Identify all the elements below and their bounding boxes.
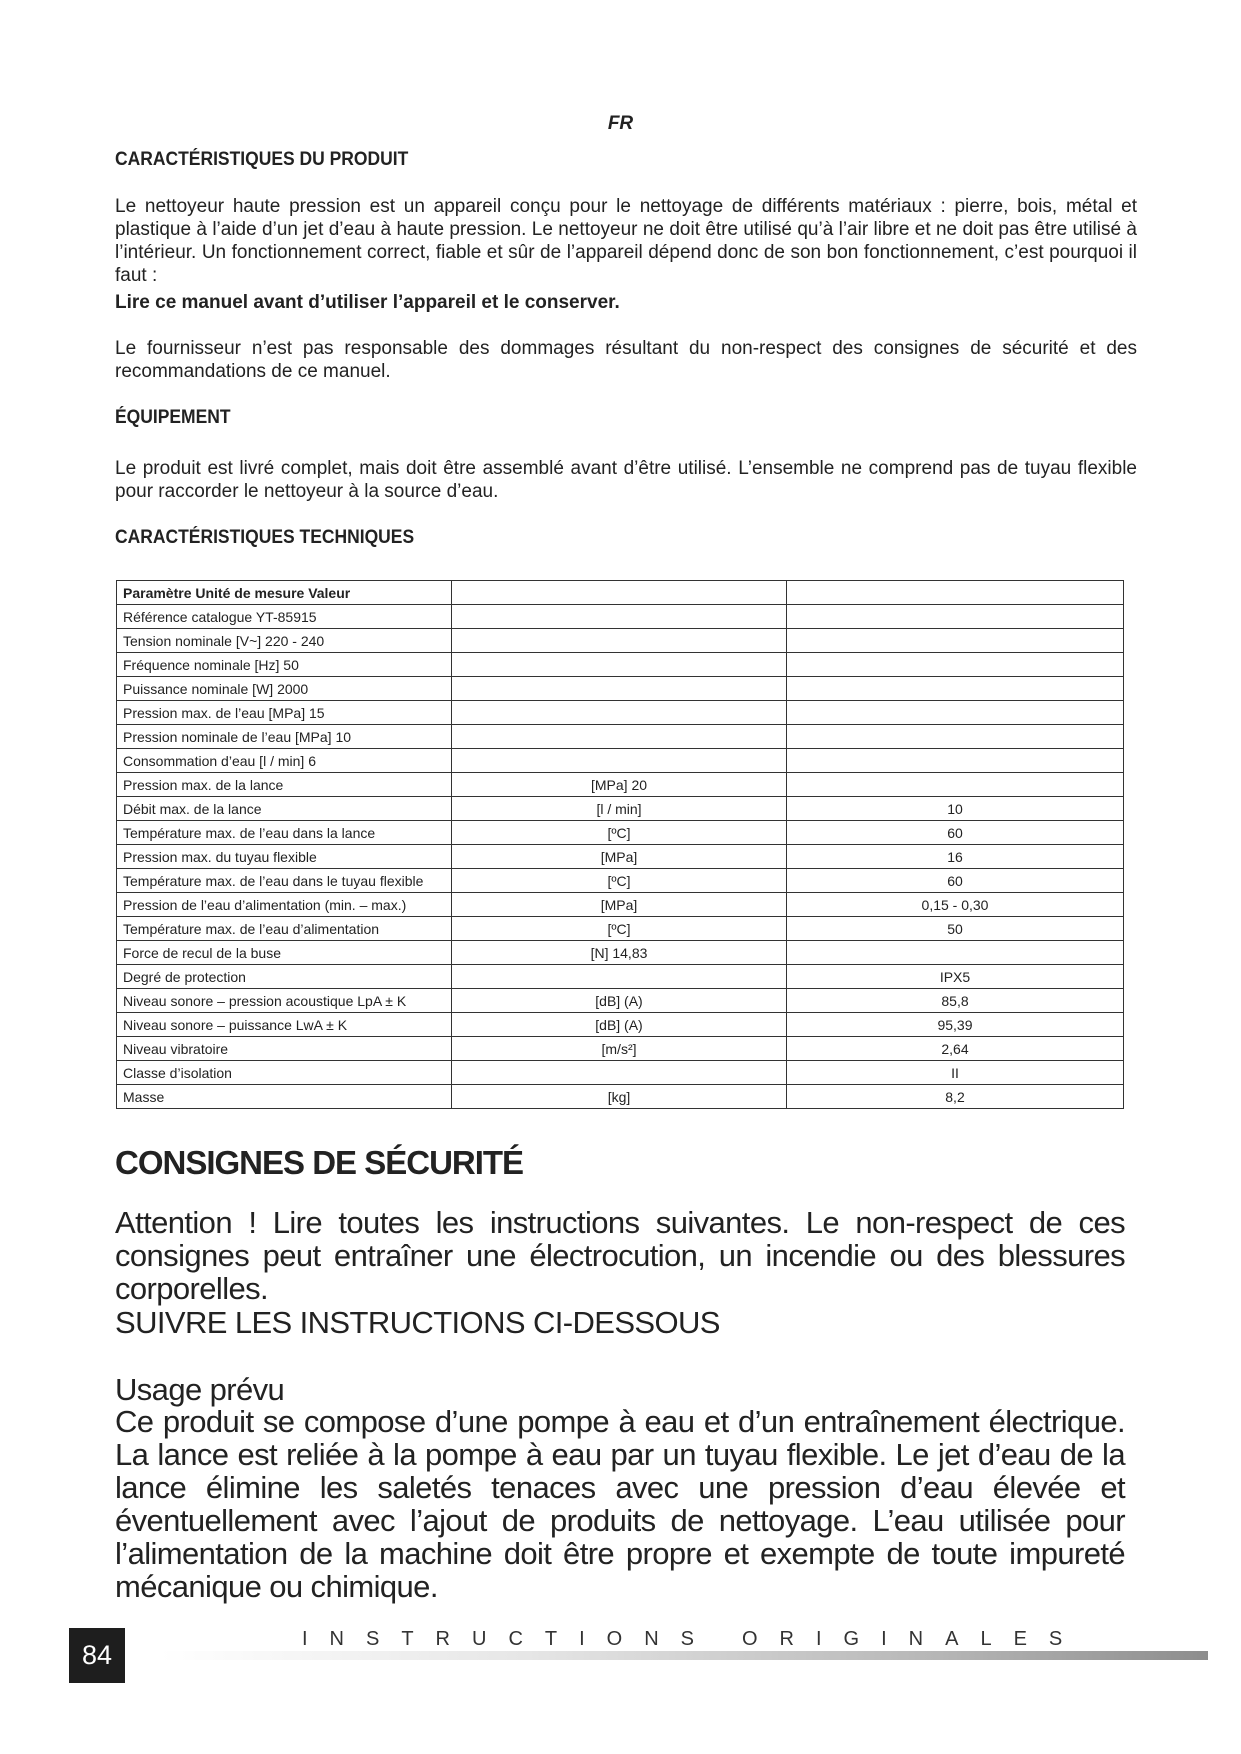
table-cell	[787, 749, 1124, 773]
table-cell: 60	[787, 869, 1124, 893]
language-code: FR	[607, 113, 634, 134]
table-cell: 16	[787, 845, 1124, 869]
intended-use-paragraph: Ce produit se compose d’une pompe à eau et d’un entraînement électrique. La lance est reliée à la pompe à eau par un tuyau flexible. Le jet d’eau de la lance élimine les saletés tenaces avec une pression d’eau élevée et éventuellement avec l’ajout de produits de nettoyage. L’eau utilisée pour l’alimentation de la machine doit être propre et exempte de toute impureté mécanique ou chimique.	[115, 1404, 1125, 1604]
table-cell: Température max. de l’eau d’alimentation	[117, 917, 452, 941]
table-row	[117, 1085, 1124, 1109]
table-cell	[787, 701, 1124, 725]
footer-word-instructions: INSTRUCTIONS	[302, 1628, 716, 1650]
table-cell: Température max. de l’eau dans le tuyau flexible	[117, 869, 452, 893]
product-section-title: CARACTÉRISTIQUES DU PRODUIT	[115, 149, 409, 170]
specs-section-title: CARACTÉRISTIQUES TECHNIQUES	[115, 527, 415, 548]
table-row	[117, 701, 1124, 725]
table-cell	[787, 773, 1124, 797]
table-row	[117, 965, 1124, 989]
table-cell: 85,8	[787, 989, 1124, 1013]
table-cell: Niveau sonore – pression acoustique LpA ± K	[117, 989, 452, 1013]
table-cell: Débit max. de la lance	[117, 797, 452, 821]
table-row	[117, 869, 1124, 893]
table-row	[117, 845, 1124, 869]
table-row	[117, 773, 1124, 797]
table-row	[117, 989, 1124, 1013]
table-row	[117, 941, 1124, 965]
table-cell: IPX5	[787, 965, 1124, 989]
table-cell	[452, 677, 787, 701]
table-row	[117, 821, 1124, 845]
table-cell	[787, 677, 1124, 701]
table-cell: Pression max. du tuyau flexible	[117, 845, 452, 869]
table-cell: Niveau vibratoire	[117, 1037, 452, 1061]
table-cell: [dB] (A)	[452, 989, 787, 1013]
table-cell: Pression max. de la lance	[117, 773, 452, 797]
table-cell	[452, 701, 787, 725]
table-cell: Paramètre Unité de mesure Valeur	[117, 581, 452, 605]
footer-caption	[302, 1628, 1084, 1651]
table-cell: II	[787, 1061, 1124, 1085]
table-row	[117, 1013, 1124, 1037]
table-row	[117, 797, 1124, 821]
table-cell	[452, 653, 787, 677]
read-manual-notice: Lire ce manuel avant d’utiliser l’appareil et le conserver.	[115, 292, 620, 313]
table-cell	[452, 749, 787, 773]
follow-instructions-heading: SUIVRE LES INSTRUCTIONS CI-DESSOUS	[115, 1305, 720, 1340]
table-cell: 95,39	[787, 1013, 1124, 1037]
table-cell: 0,15 - 0,30	[787, 893, 1124, 917]
table-cell: [MPa]	[452, 893, 787, 917]
table-cell: [ºC]	[452, 917, 787, 941]
table-row	[117, 605, 1124, 629]
table-cell: Classe d’isolation	[117, 1061, 452, 1085]
table-cell: Référence catalogue YT-85915	[117, 605, 452, 629]
table-cell	[787, 653, 1124, 677]
table-cell: [kg]	[452, 1085, 787, 1109]
table-header-row	[117, 581, 1124, 605]
table-cell: Force de recul de la buse	[117, 941, 452, 965]
table-row	[117, 893, 1124, 917]
table-row	[117, 629, 1124, 653]
intended-use-heading: Usage prévu	[115, 1372, 285, 1407]
table-cell: 50	[787, 917, 1124, 941]
table-row	[117, 1061, 1124, 1085]
table-cell: 10	[787, 797, 1124, 821]
table-cell: [dB] (A)	[452, 1013, 787, 1037]
footer-gradient-bar	[160, 1651, 1208, 1660]
table-row	[117, 725, 1124, 749]
page-number: 84	[69, 1628, 125, 1683]
table-cell	[452, 965, 787, 989]
table-cell: [ºC]	[452, 821, 787, 845]
table-cell: 8,2	[787, 1085, 1124, 1109]
technical-specs-table	[116, 580, 1124, 1109]
table-row	[117, 653, 1124, 677]
table-cell	[787, 725, 1124, 749]
equipment-section-title: ÉQUIPEMENT	[115, 407, 231, 428]
table-cell: [MPa]	[452, 845, 787, 869]
table-cell: [MPa] 20	[452, 773, 787, 797]
table-row	[117, 1037, 1124, 1061]
table-row	[117, 677, 1124, 701]
supplier-liability-paragraph: Le fournisseur n’est pas responsable des dommages résultant du non-respect des consignes de sécurité et des recommandations de ce manuel.	[115, 338, 1137, 382]
product-intro-paragraph: Le nettoyeur haute pression est un appareil conçu pour le nettoyage de différents matériaux : pierre, bois, métal et plastique à l’aide d’un jet d’eau à haute pression. Le nettoyeur ne doit être utilisé qu’à l’air libre et ne doit pas être utilisé à l’intérieur. Un fonctionnement correct, fiable et sûr de l’appareil dépend donc de son bon fonctionnement, c’est pourquoi il faut :	[115, 196, 1137, 286]
table-cell: 2,64	[787, 1037, 1124, 1061]
table-cell	[452, 581, 787, 605]
table-cell: Tension nominale [V~] 220 - 240	[117, 629, 452, 653]
footer-word-originales: ORIGINALES	[742, 1628, 1085, 1650]
safety-section-title: CONSIGNES DE SÉCURITÉ	[115, 1144, 524, 1181]
table-cell: Fréquence nominale [Hz] 50	[117, 653, 452, 677]
table-cell: 60	[787, 821, 1124, 845]
table-cell: Température max. de l’eau dans la lance	[117, 821, 452, 845]
table-cell: Consommation d’eau [l / min] 6	[117, 749, 452, 773]
table-cell: Degré de protection	[117, 965, 452, 989]
equipment-paragraph: Le produit est livré complet, mais doit être assemblé avant d’être utilisé. L’ensemble ne comprend pas de tuyau flexible pour raccorder le nettoyeur à la source d’eau.	[115, 458, 1137, 502]
table-cell: Puissance nominale [W] 2000	[117, 677, 452, 701]
table-cell: Pression max. de l’eau [MPa] 15	[117, 701, 452, 725]
table-cell: Pression de l’eau d’alimentation (min. – max.)	[117, 893, 452, 917]
table-cell: [N] 14,83	[452, 941, 787, 965]
table-cell: [ºC]	[452, 869, 787, 893]
table-cell	[452, 605, 787, 629]
table-row	[117, 917, 1124, 941]
table-cell	[452, 725, 787, 749]
table-cell: [m/s²]	[452, 1037, 787, 1061]
table-cell	[452, 1061, 787, 1085]
table-cell	[787, 629, 1124, 653]
table-cell	[452, 629, 787, 653]
table-cell: [l / min]	[452, 797, 787, 821]
table-cell: Masse	[117, 1085, 452, 1109]
safety-warning-paragraph: Attention ! Lire toutes les instructions suivantes. Le non-respect de ces consignes peut entraîner une électrocution, un incendie ou des blessures corporelles.	[115, 1205, 1125, 1306]
table-cell: Niveau sonore – puissance LwA ± K	[117, 1013, 452, 1037]
table-row	[117, 749, 1124, 773]
table-cell	[787, 581, 1124, 605]
table-cell	[787, 941, 1124, 965]
table-cell	[787, 605, 1124, 629]
table-cell: Pression nominale de l’eau [MPa] 10	[117, 725, 452, 749]
